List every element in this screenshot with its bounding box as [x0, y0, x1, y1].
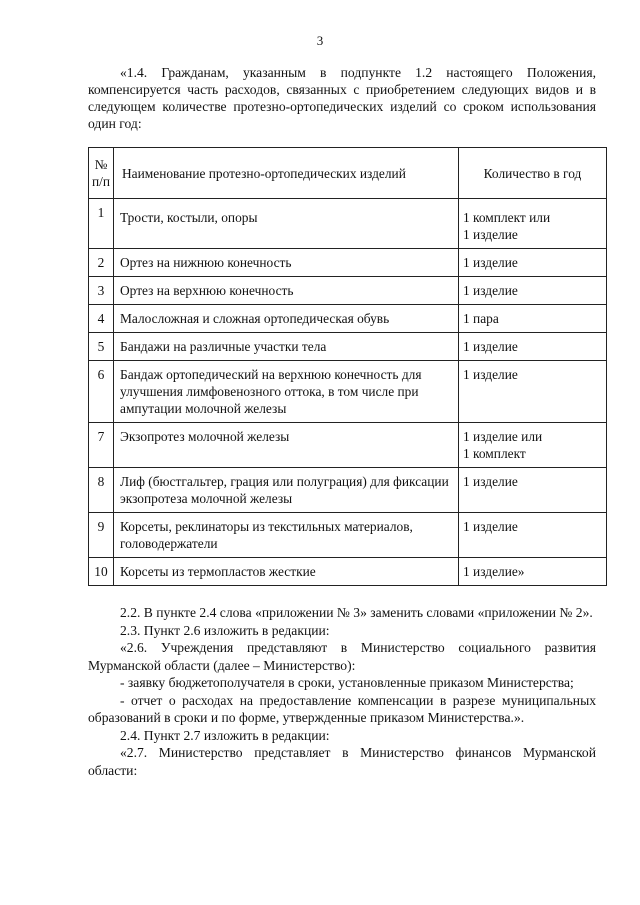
row-qty: 1 изделие» — [459, 558, 607, 586]
row-name: Ортез на нижнюю конечность — [114, 249, 459, 277]
paragraph-2-4: 2.4. Пункт 2.7 изложить в редакции: — [120, 727, 330, 743]
table-row — [89, 361, 607, 423]
row-qty: 1 изделие — [459, 333, 607, 361]
row-name: Малосложная и сложная ортопедическая обувь — [114, 305, 459, 333]
row-name: Экзопротез молочной железы — [114, 423, 459, 468]
list-item-budget-request: - заявку бюджетополучателя в сроки, установленные приказом Министерства; — [120, 675, 574, 690]
paragraph-2-7: «2.7. Министерство представляет в Министерство финансов Мурманской области: — [88, 745, 596, 778]
header-qty: Количество в год — [459, 148, 607, 199]
table-row — [89, 558, 607, 586]
header-name: Наименование протезно-ортопедических изделий — [114, 148, 459, 199]
paragraph-2-2: 2.2. В пункте 2.4 слова «приложении № 3» заменить словами «приложении № 2». — [120, 605, 593, 620]
header-num: № п/п — [89, 148, 114, 199]
row-qty: 1 изделие — [459, 249, 607, 277]
row-num: 3 — [89, 277, 114, 305]
table-row — [89, 333, 607, 361]
row-num: 4 — [89, 305, 114, 333]
row-name: Лиф (бюстгальтер, грация или полуграция) для фиксации экзопротеза молочной железы — [114, 468, 459, 513]
table-header-row — [89, 148, 607, 199]
row-num: 2 — [89, 249, 114, 277]
row-qty: 1 пара — [459, 305, 607, 333]
page-number: 3 — [316, 33, 324, 48]
row-qty: 1 изделие или 1 комплект — [459, 423, 607, 468]
row-num: 6 — [89, 361, 114, 423]
row-name: Ортез на верхнюю конечность — [114, 277, 459, 305]
row-qty: 1 изделие — [459, 361, 607, 423]
intro-paragraph — [88, 64, 596, 132]
table-row — [89, 513, 607, 558]
table-row — [89, 249, 607, 277]
row-name: Корсеты из термопластов жесткие — [114, 558, 459, 586]
row-qty: 1 изделие — [459, 468, 607, 513]
row-num: 5 — [89, 333, 114, 361]
row-name: Корсеты, реклинаторы из текстильных материалов, головодержатели — [114, 513, 459, 558]
list-item-expense-report: - отчет о расходах на предоставление компенсации в разрезе муниципальных образований в сроки и по форме, утвержденные приказом Министерства.». — [88, 692, 596, 725]
row-name: Бандаж ортопедический на верхнюю конечность для улучшения лимфовенозного оттока, в том числе при ампутации молочной железы — [114, 361, 459, 423]
row-qty: 1 изделие — [459, 277, 607, 305]
row-num: 9 — [89, 513, 114, 558]
table-row — [89, 305, 607, 333]
amendments-text — [88, 604, 596, 779]
row-num: 7 — [89, 423, 114, 468]
paragraph-2-6: «2.6. Учреждения представляют в Министерство социального развития Мурманской области (далее – Министерство): — [88, 640, 596, 673]
table-row — [89, 423, 607, 468]
row-num: 10 — [89, 558, 114, 586]
row-name: Трости, костыли, опоры — [114, 199, 459, 249]
intro-text: «1.4. Гражданам, указанным в подпункте 1.2 настоящего Положения, компенсируется часть расходов, связанных с приобретением следующих видов и в следующем количестве протезно-ортопедических изделий со сроком использования один год: — [88, 65, 596, 131]
row-num: 8 — [89, 468, 114, 513]
table-row — [89, 277, 607, 305]
prosthetic-items-table — [88, 147, 607, 586]
table-row — [89, 468, 607, 513]
row-qty: 1 комплект или 1 изделие — [459, 199, 607, 249]
table-row — [89, 199, 607, 249]
paragraph-2-3: 2.3. Пункт 2.6 изложить в редакции: — [120, 622, 330, 638]
row-num: 1 — [89, 199, 114, 249]
row-qty: 1 изделие — [459, 513, 607, 558]
row-name: Бандажи на различные участки тела — [114, 333, 459, 361]
